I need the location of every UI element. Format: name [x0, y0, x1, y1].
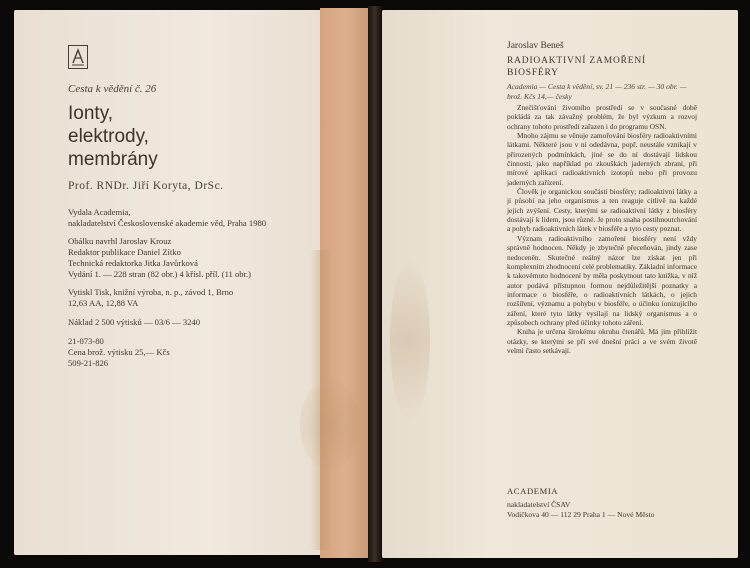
annotation-text	[507, 103, 697, 355]
publisher-line: Vydala Academia,	[68, 207, 131, 217]
annotation-paragraph: Znečišťování životního prostředí se v současné době pokládá za tak závažný problém, že byl výzkum a rozvoj ochrany tohoto prostředí zařazen i do programu OSN.	[507, 103, 697, 131]
right-title	[507, 55, 646, 79]
academia-logo	[68, 45, 88, 69]
credit-line: Redaktor publikace Daniel Zítko	[68, 247, 181, 257]
annotation-paragraph: Mnoho zájmu se věnuje zamořování biosféry radioaktivními látkami. Některé jsou v ní odedávna, popř. neustále vznikají v přirozených podmínkách, jiné se do ní dostávají lidskou činností, jako například po zkouškách jaderných zbraní, při mírové aplikaci radioaktivních izotopů nebo při provozu jaderných zařízení.	[507, 131, 697, 187]
code-line: Cena brož. výtisku 25,— Kčs	[68, 347, 170, 357]
right-publisher: ACADEMIA	[507, 486, 559, 496]
right-title-line: RADIOAKTIVNÍ ZAMOŘENÍ	[507, 56, 646, 66]
print-block	[68, 287, 318, 309]
book-title	[68, 102, 268, 171]
annotation-paragraph: Člověk je organickou součástí biosféry; radioaktivní látky a jí působí na jeho organismus a ten reaguje citlivě na každé jejich zvýšení. Cesty, kterými se radioaktivní látky z biosféry dostávají k lidem, jsou různé. Je proto snaha postihnoutchování a pohyb radioaktivních látek v biosféře a tyto cesty poznat.	[507, 187, 697, 234]
credit-line: Obálku navrhl Jaroslav Krouz	[68, 236, 172, 246]
page-stain	[300, 380, 360, 470]
author-name: Prof. RNDr. Jiří Koryta, DrSc.	[68, 180, 224, 192]
right-address	[507, 500, 722, 520]
page-stain	[390, 260, 430, 420]
print-run-line: Náklad 2 500 výtisků — 03/6 — 3240	[68, 317, 201, 327]
codes-block	[68, 336, 318, 369]
annotation-paragraph: Kniha je určena širokému okruhu čtenářů. Má jim přiblížit otázky, se kterými se při své dnešní práci a ve svém životě velmi často setkávají.	[507, 327, 697, 355]
credit-line: Vydání 1. — 228 stran (82 obr.) 4 křísl. příl. (11 obr.)	[68, 269, 251, 279]
title-line: Ionty,	[68, 103, 114, 124]
book-gutter	[368, 6, 382, 562]
annotation-paragraph: Význam radioaktivního zamoření biosféry není vždy správně hodnocen. Někdy je zbytečně přeceňován, jindy zase nedoceněn. Skutečné reálný názor lze získat jen při komplexním zhodnocení celé problematiky. Základní informace k takovémuto hodnocení by měla poskytnout tato knížka, v níž autor podává přístupnou formou nejdůležitější poznatky a informace o biosféře, o radioaktivních látkách, o jejich rozšíření, významu a pohybu v biosféře, o účinku ionizujícího záření, které tyto látky vysílají na lidský organismus a o způsobech ochrany před účinky tohoto záření.	[507, 233, 697, 327]
right-title-line: BIOSFÉRY	[507, 68, 559, 78]
print-line: Vytiskl Tisk, knižní výroba, n. p., závod 1, Brno	[68, 287, 234, 297]
right-author: Jaroslav Beneš	[507, 41, 564, 51]
address-line: Vodičkova 40 — 112 29 Praha 1 — Nové Město	[507, 510, 655, 519]
credits-block	[68, 236, 318, 280]
address-line: nakladatelství ČSAV	[507, 500, 571, 509]
title-line: membrány	[68, 149, 158, 170]
series-label: Cesta k vědění č. 26	[68, 83, 157, 95]
academia-logo-icon	[69, 46, 87, 68]
code-line: 21-073-80	[68, 336, 104, 346]
right-series-info: Academia — Cesta k vědění, sv. 21 — 236 str. — 30 obr. — brož. Kčs 14,— česky	[507, 82, 687, 101]
credit-line: Technická redaktorka Jitka Javůrková	[68, 258, 198, 268]
print-run	[68, 317, 318, 328]
publisher-block	[68, 207, 318, 229]
print-line: 12,63 AA, 12,88 VA	[68, 298, 139, 308]
title-line: elektrody,	[68, 126, 149, 147]
code-line: 509-21-826	[68, 358, 109, 368]
publisher-line: nakladatelství Československé akademie věd, Praha 1980	[68, 218, 267, 228]
left-page	[14, 10, 336, 555]
